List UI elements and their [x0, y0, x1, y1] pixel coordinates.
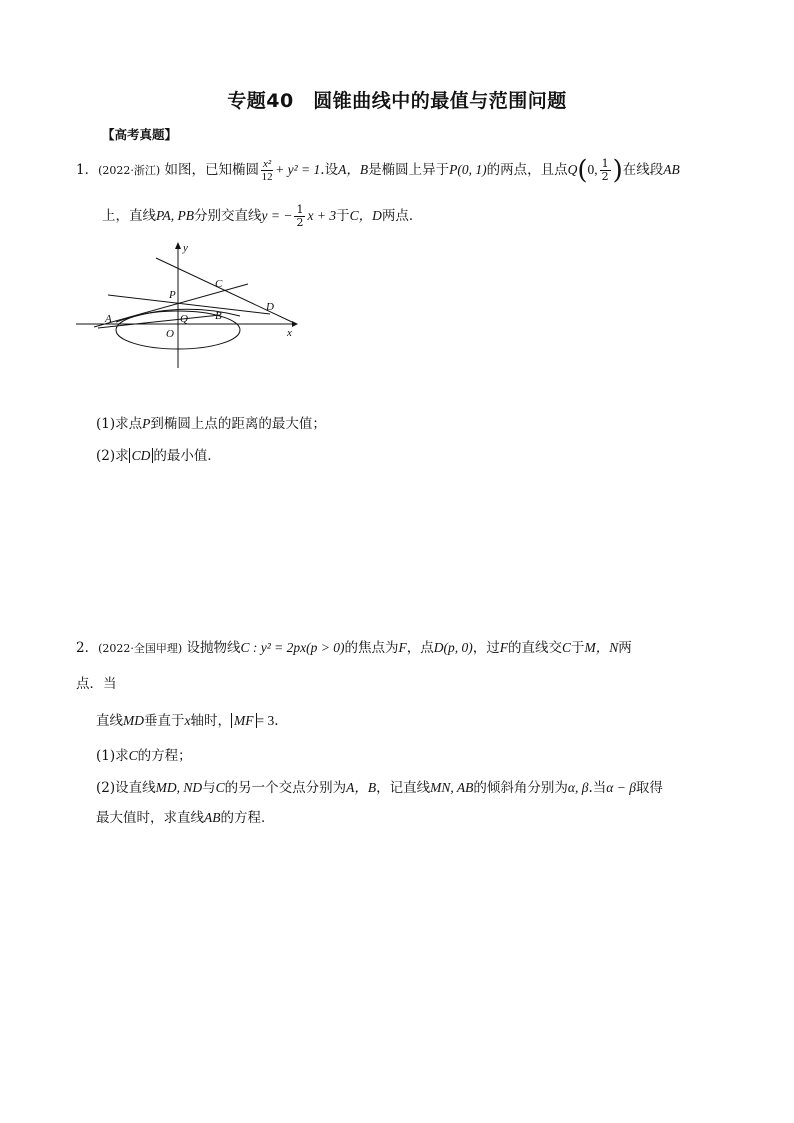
line-slope-fraction	[294, 204, 305, 229]
line-AB: AB	[204, 810, 221, 825]
fraction-denominator: 12	[261, 171, 273, 183]
text: (1)求	[96, 748, 129, 764]
text: 如图，已知椭圆	[164, 162, 259, 178]
label-y: y	[183, 242, 188, 254]
text: 到椭圆上点的距离的最大值；	[150, 416, 326, 432]
text: 的两点，且点	[486, 162, 568, 178]
problem-2-number: 2．	[76, 640, 99, 656]
problem-1-figure	[70, 238, 310, 373]
points-MN: M，N	[584, 640, 619, 655]
axis-x: x	[184, 713, 191, 728]
angle-difference: α − β	[606, 780, 636, 795]
fraction-denominator: 2	[296, 216, 304, 229]
text: 两点．	[381, 208, 423, 224]
line-equation-start: y = −	[261, 208, 293, 223]
problem-2-question-2	[96, 778, 663, 798]
text: 最大值时，求直线	[96, 810, 204, 826]
ellipse-fraction	[261, 158, 273, 183]
text: 的最小值．	[153, 448, 221, 464]
text: 取得	[635, 780, 663, 796]
text: ，点	[406, 640, 434, 656]
problem-2-line-1	[76, 638, 632, 659]
fraction-numerator: 1	[601, 157, 609, 170]
segment-AB: AB	[663, 162, 680, 177]
text: (2)求	[96, 448, 129, 464]
text: 两	[618, 640, 632, 656]
problem-1-line-2	[102, 204, 422, 229]
lines-PA-PB: PA, PB	[156, 208, 194, 223]
section-heading: 【高考真题】	[102, 127, 178, 142]
lines-MN-AB: MN, AB	[430, 780, 474, 795]
equals-3: = 3	[256, 713, 275, 728]
curve-C: C	[215, 780, 225, 795]
label-B: B	[215, 310, 222, 322]
lines-MD-ND: MD, ND	[155, 780, 203, 795]
ellipse-equation-rest: + y² = 1	[275, 162, 321, 177]
text: ，过	[472, 640, 500, 656]
text: 于	[570, 640, 585, 656]
parabola-equation: C : y² = 2px(p > 0)	[240, 640, 345, 655]
text: 垂直于	[144, 713, 185, 729]
text: 与	[202, 780, 216, 796]
x-axis-arrow	[292, 321, 298, 327]
label-P: P	[169, 289, 176, 301]
point-P: P	[142, 416, 151, 431]
label-x: x	[287, 327, 292, 339]
text: (2)设直线	[96, 780, 156, 796]
text: 直线	[96, 713, 123, 729]
problem-2-line-3	[96, 711, 279, 731]
text: 是椭圆上异于	[368, 162, 450, 178]
page-title: 专题40 圆锥曲线中的最值与范围问题	[227, 90, 567, 112]
text: ，记直线	[376, 780, 431, 796]
label-O: O	[166, 328, 174, 340]
text: 在线段	[622, 162, 664, 178]
text: .	[274, 713, 279, 729]
point-P: P(0, 1)	[449, 162, 487, 177]
text: 的方程；	[137, 748, 192, 764]
problem-1-question-2	[96, 446, 221, 466]
problem-2-question-2-cont	[96, 808, 275, 828]
line-equation-end: x + 3	[307, 208, 337, 223]
line-MD: MD	[123, 713, 144, 728]
text: 的方程．	[220, 810, 275, 826]
problem-1-source: (2022·浙江)	[98, 164, 161, 177]
text: 分别交直线	[194, 208, 262, 224]
math-AB: A，B	[338, 162, 369, 177]
fraction-numerator: x²	[262, 158, 272, 170]
label-A: A	[105, 313, 112, 325]
angles-alpha-beta: α, β	[567, 780, 589, 795]
focus-F: F	[398, 640, 407, 655]
length-CD: CD	[129, 448, 154, 463]
text: .设	[320, 162, 339, 178]
label-Q: Q	[180, 313, 188, 325]
problem-1-line-1: 1．(2022·浙江) 如图，已知椭圆 $\frac{\text{x²}}{12}$ + y² = 1.设A，B是椭圆上异于P(0, 1)的两点，且点Q(0, $\frac{1}{2}$ )在线段AB	[76, 155, 680, 186]
text: 轴时，	[190, 713, 231, 729]
points-CD: C，D	[349, 208, 382, 223]
text: 的直线交	[507, 640, 562, 656]
point-D: D(p, 0)	[433, 640, 473, 655]
points-AB: A，B	[346, 780, 377, 795]
fraction-denominator: 2	[601, 170, 609, 183]
label-C: C	[215, 278, 223, 290]
problem-2-question-1	[96, 746, 192, 766]
problem-2-line-2: 点．当	[76, 676, 117, 692]
y-axis-arrow	[175, 242, 181, 249]
text: 的另一个交点分别为	[224, 780, 347, 796]
point-Q-label: Q	[567, 162, 578, 177]
problem-1-question-1	[96, 414, 326, 434]
text: 的焦点为	[344, 640, 399, 656]
length-MF: MF	[231, 713, 257, 728]
label-D: D	[266, 301, 274, 313]
curve-C: C	[561, 640, 571, 655]
text: (1)求点	[96, 416, 143, 432]
curve-C: C	[128, 748, 138, 763]
point-Q-x: 0,	[587, 162, 598, 177]
focus-F: F	[499, 640, 508, 655]
text: .当	[588, 780, 607, 796]
text: 于	[336, 208, 350, 224]
problem-2-source: (2022·全国甲理)	[98, 642, 183, 655]
fraction-numerator: 1	[296, 203, 304, 216]
text: 的倾斜角分别为	[473, 780, 568, 796]
problem-1-number: 1．	[76, 162, 99, 178]
text: 上，直线	[102, 208, 156, 224]
point-Q-fraction	[600, 158, 611, 183]
text: 设抛物线	[186, 640, 241, 656]
